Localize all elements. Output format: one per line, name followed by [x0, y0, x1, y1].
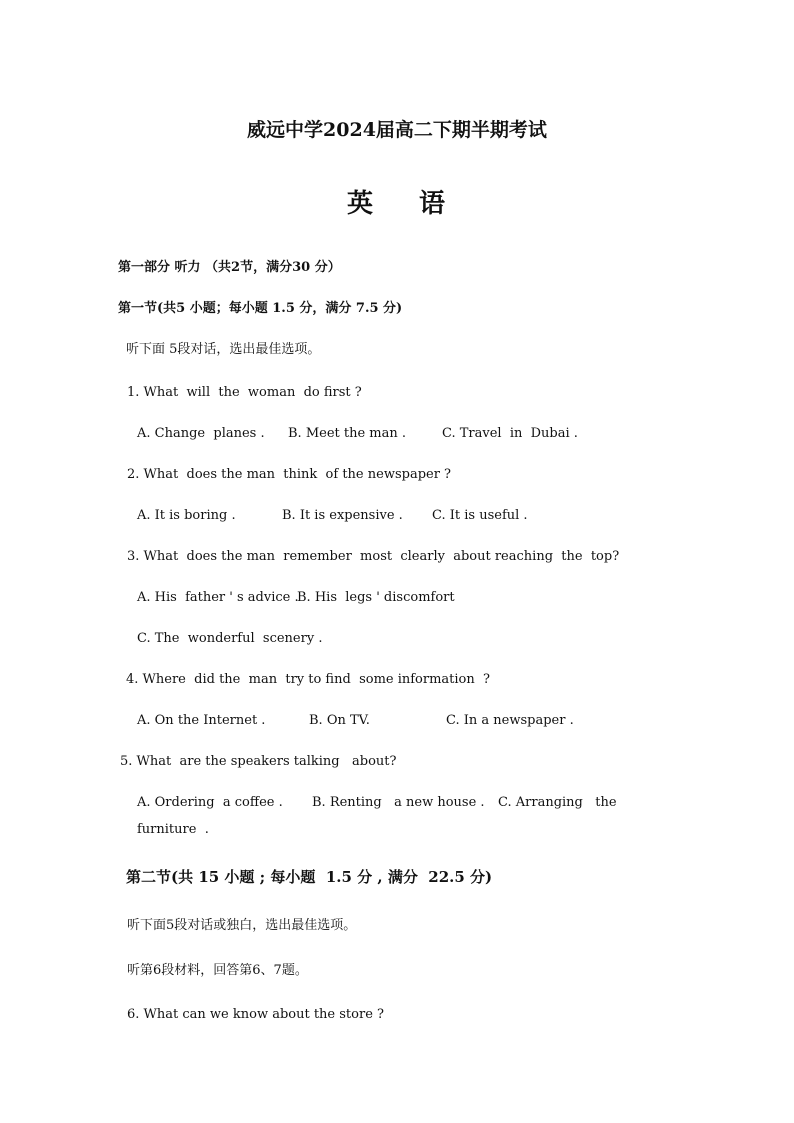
q2-option-a: A. It is boring . — [137, 508, 236, 523]
q4-option-b: B. On TV. — [309, 713, 370, 728]
question-4: 4. Where did the man try to find some information ? — [126, 672, 490, 687]
section2-instruction: 听下面5段对话或独白，选出最佳选项。 — [127, 918, 357, 933]
section1-heading: 第一节(共5 小题；每小题 1.5 分，满分 7.5 分) — [118, 301, 403, 316]
question-2: 2. What does the man think of the newspaper ? — [127, 467, 452, 482]
subject-title — [0, 188, 794, 220]
q3-option-c: C. The wonderful scenery . — [137, 631, 323, 646]
section2-heading: 第二节(共 15 小题 ; 每小题 1.5 分 , 满分 22.5 分) — [126, 868, 493, 886]
subject-char-1: 英 — [346, 189, 375, 219]
section2-sub-instruction: 听第6段材料，回答第6、7题。 — [127, 963, 308, 978]
subject-char-2: 语 — [419, 189, 448, 219]
q2-option-c: C. It is useful . — [432, 508, 528, 523]
question-3: 3. What does the man remember most clearly about reaching the top? — [127, 549, 620, 564]
question-6: 6. What can we know about the store ? — [127, 1007, 384, 1022]
q1-option-a: A. Change planes . — [137, 426, 265, 441]
q5-option-c: C. Arranging the — [498, 795, 617, 810]
q4-option-a: A. On the Internet . — [137, 713, 266, 728]
part1-heading: 第一部分 听力 （共2节，满分30 分） — [118, 260, 341, 275]
q1-option-c: C. Travel in Dubai . — [442, 426, 578, 441]
q3-option-b: B. His legs ' discomfort — [297, 590, 455, 605]
q5-option-a: A. Ordering a coffee . — [137, 795, 283, 810]
question-5: 5. What are the speakers talking about? — [120, 754, 397, 769]
q3-option-a: A. His father ' s advice . — [137, 590, 299, 605]
q1-option-b: B. Meet the man . — [288, 426, 407, 441]
q4-option-c: C. In a newspaper . — [446, 713, 574, 728]
q5-option-c-continued: furniture . — [137, 822, 209, 837]
question-1: 1. What will the woman do first ? — [127, 385, 362, 400]
section1-instruction: 听下面 5段对话，选出最佳选项。 — [126, 342, 321, 357]
q5-option-b: B. Renting a new house . — [312, 795, 485, 810]
q2-option-b: B. It is expensive . — [282, 508, 403, 523]
school-exam-title: 威远中学2024届高二下期半期考试 — [247, 119, 547, 141]
